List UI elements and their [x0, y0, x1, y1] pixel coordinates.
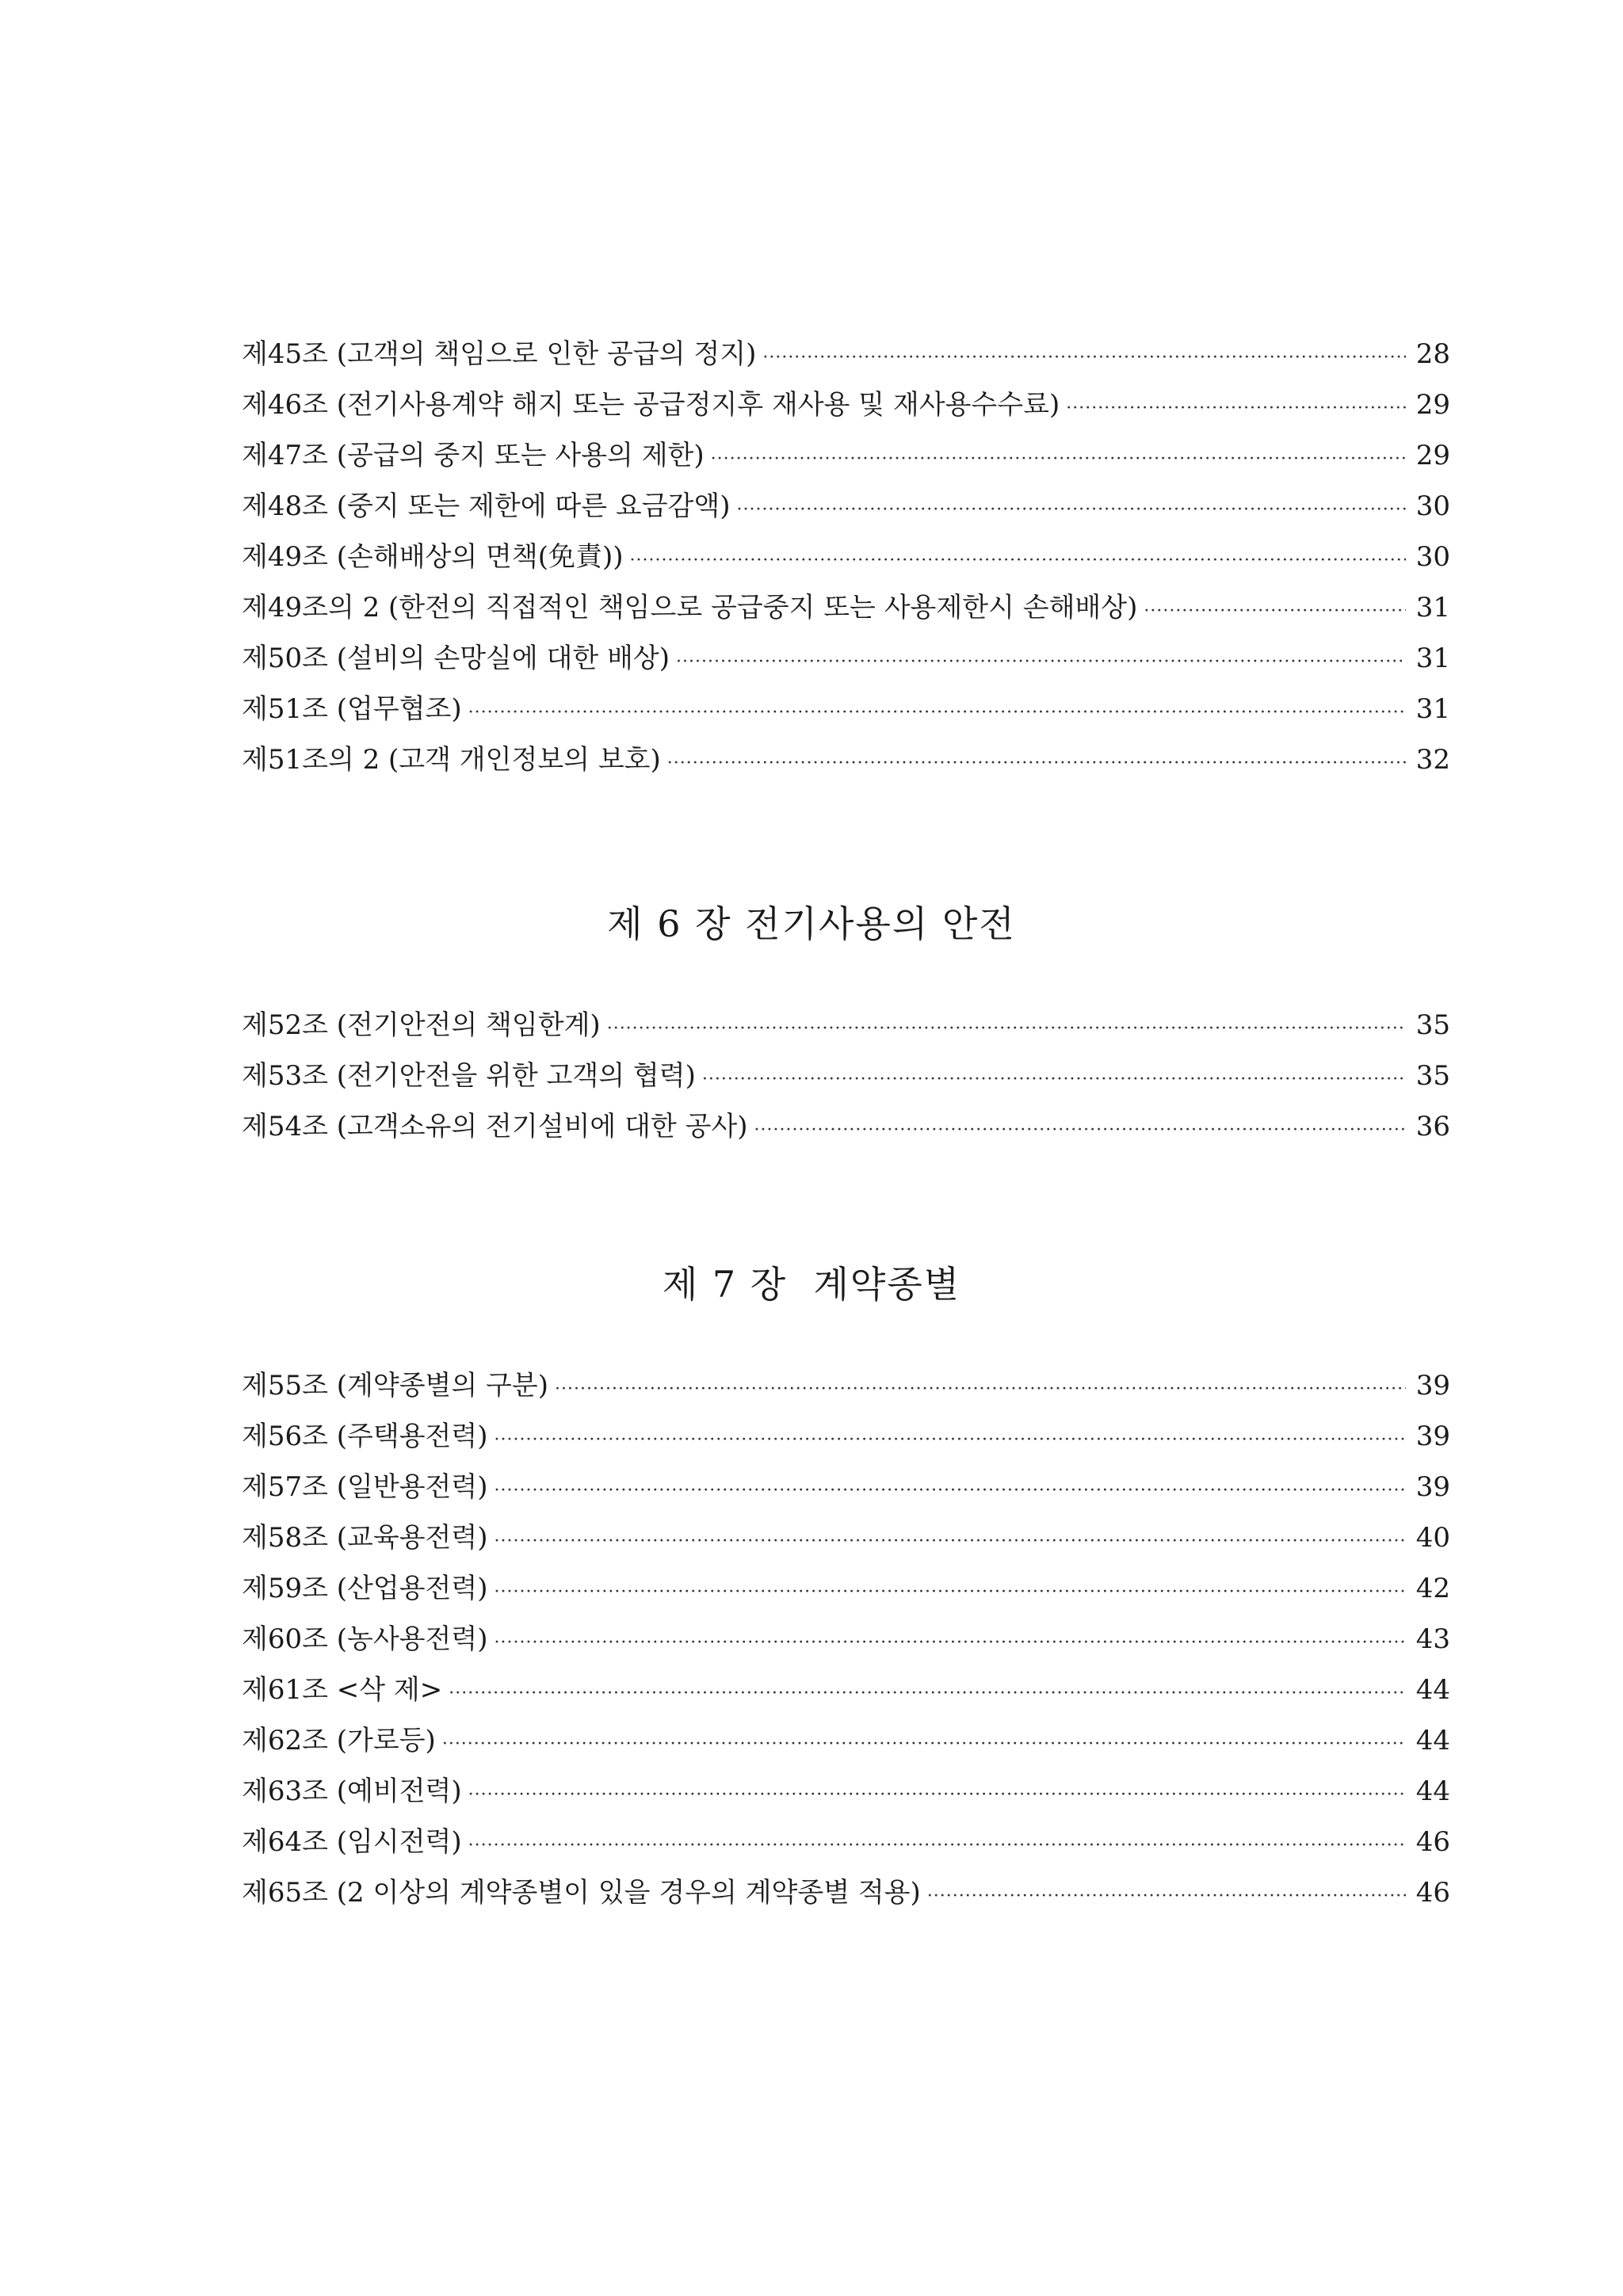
dot-leader — [468, 1770, 1406, 1821]
dot-leader — [495, 1516, 1406, 1567]
toc-entry[interactable] — [242, 684, 1450, 734]
toc-entry-title: 제45조 (고객의 책임으로 인한 공급의 정지) — [242, 338, 757, 370]
toc-entry[interactable] — [242, 1051, 1450, 1101]
toc-entry-page: 46 — [1415, 1826, 1450, 1858]
toc-entry-page: 29 — [1415, 440, 1450, 471]
toc-section-chapter6 — [242, 1000, 1450, 1152]
toc-entry[interactable] — [242, 1101, 1450, 1152]
toc-entry[interactable] — [242, 1411, 1450, 1462]
toc-entry-title: 제46조 (전기사용계약 해지 또는 공급정지후 재사용 및 재사용수수료) — [242, 389, 1060, 421]
dot-leader — [762, 333, 1406, 383]
toc-entry-page: 32 — [1415, 744, 1450, 776]
toc-entry-title: 제48조 (중지 또는 제한에 따른 요금감액) — [242, 490, 731, 522]
toc-entry-title: 제51조 (업무협조) — [242, 693, 462, 725]
toc-entry[interactable] — [242, 1766, 1450, 1817]
toc-entry[interactable] — [242, 582, 1450, 633]
toc-section-chapter5 — [242, 329, 1450, 785]
toc-entry-page: 42 — [1415, 1573, 1450, 1604]
toc-entry-title: 제61조 <삭 제> — [242, 1674, 443, 1706]
dot-leader — [711, 434, 1406, 485]
toc-entry[interactable] — [242, 1000, 1450, 1051]
toc-entry[interactable] — [242, 430, 1450, 481]
dot-leader — [442, 1719, 1406, 1770]
dot-leader — [1066, 383, 1406, 434]
toc-entry-title: 제60조 (농사용전력) — [242, 1623, 488, 1655]
toc-entry-title: 제53조 (전기안전을 위한 고객의 협력) — [242, 1060, 696, 1092]
toc-entry[interactable] — [242, 1563, 1450, 1614]
toc-entry-page: 31 — [1415, 592, 1450, 624]
toc-entry-page: 39 — [1415, 1370, 1450, 1402]
toc-entry-page: 35 — [1415, 1009, 1450, 1041]
toc-entry[interactable] — [242, 1715, 1450, 1766]
toc-entry-title: 제51조의 2 (고객 개인정보의 보호) — [242, 744, 661, 776]
dot-leader — [607, 1004, 1406, 1055]
toc-entry-page: 28 — [1415, 338, 1450, 370]
dot-leader — [754, 1105, 1406, 1156]
toc-entry[interactable] — [242, 379, 1450, 430]
toc-entry-title: 제54조 (고객소유의 전기설비에 대한 공사) — [242, 1111, 748, 1142]
toc-entry-page: 43 — [1415, 1623, 1450, 1655]
dot-leader — [927, 1871, 1406, 1922]
toc-entry[interactable] — [242, 1665, 1450, 1715]
toc-entry-page: 46 — [1415, 1877, 1450, 1909]
toc-entry-title: 제59조 (산업용전력) — [242, 1573, 488, 1604]
toc-entry-page: 39 — [1415, 1421, 1450, 1452]
chapter-7-heading: 제 7 장 계약종별 — [662, 1263, 961, 1306]
dot-leader — [555, 1364, 1406, 1415]
toc-entry-title: 제55조 (계약종별의 구분) — [242, 1370, 549, 1402]
toc-entry[interactable] — [242, 481, 1450, 532]
toc-entry[interactable] — [242, 532, 1450, 582]
dot-leader — [676, 637, 1406, 688]
toc-entry-page: 39 — [1415, 1471, 1450, 1503]
toc-entry[interactable] — [242, 1360, 1450, 1411]
toc-entry-page: 44 — [1415, 1775, 1450, 1807]
dot-leader — [495, 1415, 1406, 1466]
toc-entry-title: 제56조 (주택용전력) — [242, 1421, 488, 1452]
toc-entry[interactable] — [242, 1462, 1450, 1512]
dot-leader — [468, 688, 1406, 738]
toc-entry-page: 44 — [1415, 1674, 1450, 1706]
toc-entry-title: 제49조의 2 (한전의 직접적인 책임으로 공급중지 또는 사용제한시 손해배상) — [242, 592, 1138, 624]
toc-entry-page: 30 — [1415, 490, 1450, 522]
toc-entry-title: 제64조 (임시전력) — [242, 1826, 462, 1858]
dot-leader — [468, 1821, 1406, 1871]
toc-entry[interactable] — [242, 1817, 1450, 1867]
toc-entry-page: 30 — [1415, 541, 1450, 573]
toc-entry[interactable] — [242, 1614, 1450, 1665]
toc-entry[interactable] — [242, 1512, 1450, 1563]
toc-entry[interactable] — [242, 734, 1450, 785]
toc-entry-page: 31 — [1415, 693, 1450, 725]
toc-entry-page: 44 — [1415, 1725, 1450, 1756]
toc-entry-title: 제57조 (일반용전력) — [242, 1471, 488, 1503]
toc-entry-title: 제52조 (전기안전의 책임한계) — [242, 1009, 601, 1041]
dot-leader — [495, 1618, 1406, 1669]
toc-entry-page: 29 — [1415, 389, 1450, 421]
toc-entry-page: 40 — [1415, 1522, 1450, 1554]
toc-entry[interactable] — [242, 1867, 1450, 1918]
toc-section-chapter7 — [242, 1360, 1450, 1918]
toc-entry[interactable] — [242, 633, 1450, 684]
toc-entry-title: 제62조 (가로등) — [242, 1725, 436, 1756]
dot-leader — [495, 1466, 1406, 1516]
toc-entry-page: 35 — [1415, 1060, 1450, 1092]
chapter-6-heading: 제 6 장 전기사용의 안전 — [607, 902, 1016, 945]
dot-leader — [495, 1567, 1406, 1618]
toc-entry-page: 36 — [1415, 1111, 1450, 1142]
dot-leader — [1144, 586, 1406, 637]
dot-leader — [449, 1669, 1406, 1719]
toc-entry-title: 제63조 (예비전력) — [242, 1775, 462, 1807]
dot-leader — [702, 1055, 1406, 1105]
toc-entry-title: 제65조 (2 이상의 계약종별이 있을 경우의 계약종별 적용) — [242, 1877, 921, 1909]
toc-entry-page: 31 — [1415, 643, 1450, 674]
toc-entry-title: 제47조 (공급의 중지 또는 사용의 제한) — [242, 440, 705, 471]
toc-entry[interactable] — [242, 329, 1450, 379]
toc-entry-title: 제50조 (설비의 손망실에 대한 배상) — [242, 643, 670, 674]
toc-entry-title: 제58조 (교육용전력) — [242, 1522, 488, 1554]
dot-leader — [737, 485, 1407, 536]
dot-leader — [630, 536, 1406, 586]
toc-entry-title: 제49조 (손해배상의 면책(免責)) — [242, 541, 624, 573]
dot-leader — [667, 738, 1406, 789]
